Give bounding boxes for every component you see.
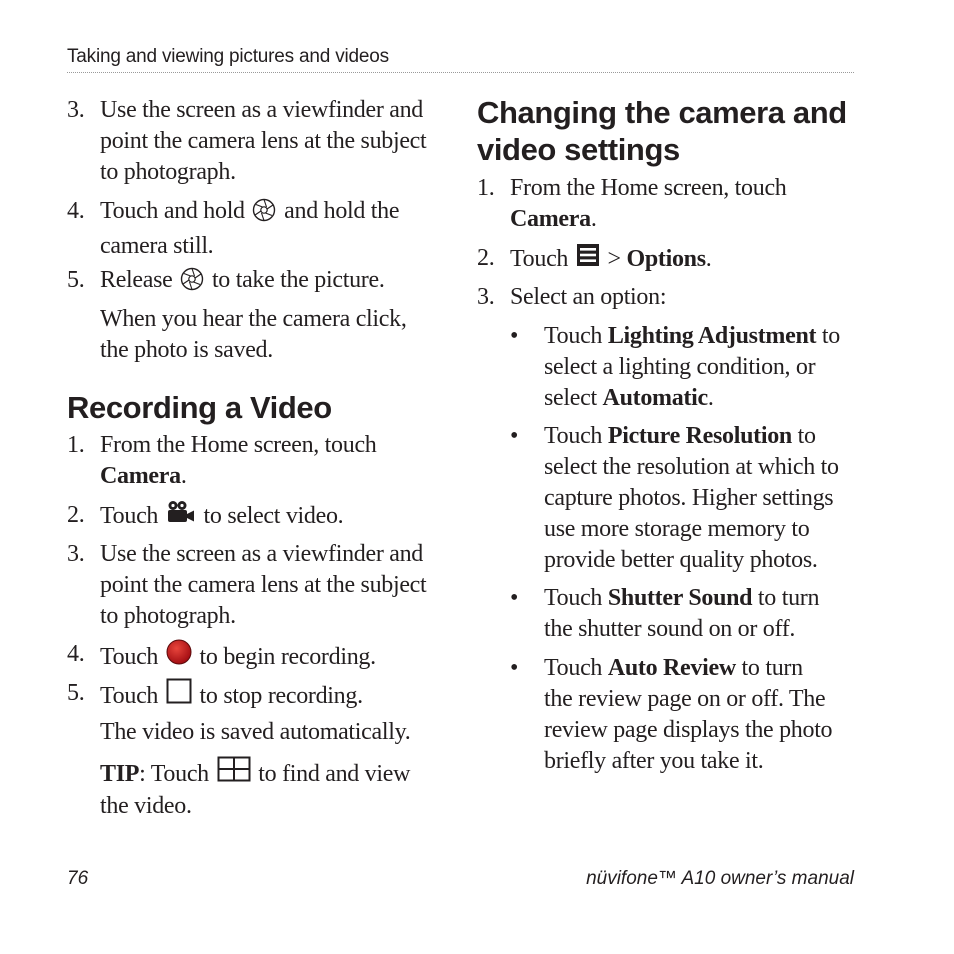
- section-heading: Recording a Video: [67, 390, 332, 425]
- camera-shutter-icon[interactable]: [180, 267, 204, 300]
- running-header: Taking and viewing pictures and videos: [67, 46, 389, 67]
- page-number: 76: [67, 868, 89, 889]
- note-text: When you hear the camera click, the photo is saved.: [100, 306, 407, 363]
- menu-icon[interactable]: [576, 243, 600, 276]
- note-text: The video is saved automatically.: [100, 719, 411, 745]
- stop-icon[interactable]: [166, 678, 192, 713]
- video-camera-icon[interactable]: [166, 500, 196, 533]
- record-icon[interactable]: [166, 639, 192, 674]
- tip-note: TIP: Touch to find and view the video.: [100, 756, 410, 822]
- manual-title: nüvifone™ A10 owner’s manual: [586, 868, 854, 889]
- section-heading: Changing the camera and video settings: [477, 95, 847, 167]
- gallery-icon[interactable]: [217, 756, 251, 791]
- header-divider: [67, 72, 854, 73]
- camera-shutter-icon[interactable]: [252, 198, 276, 231]
